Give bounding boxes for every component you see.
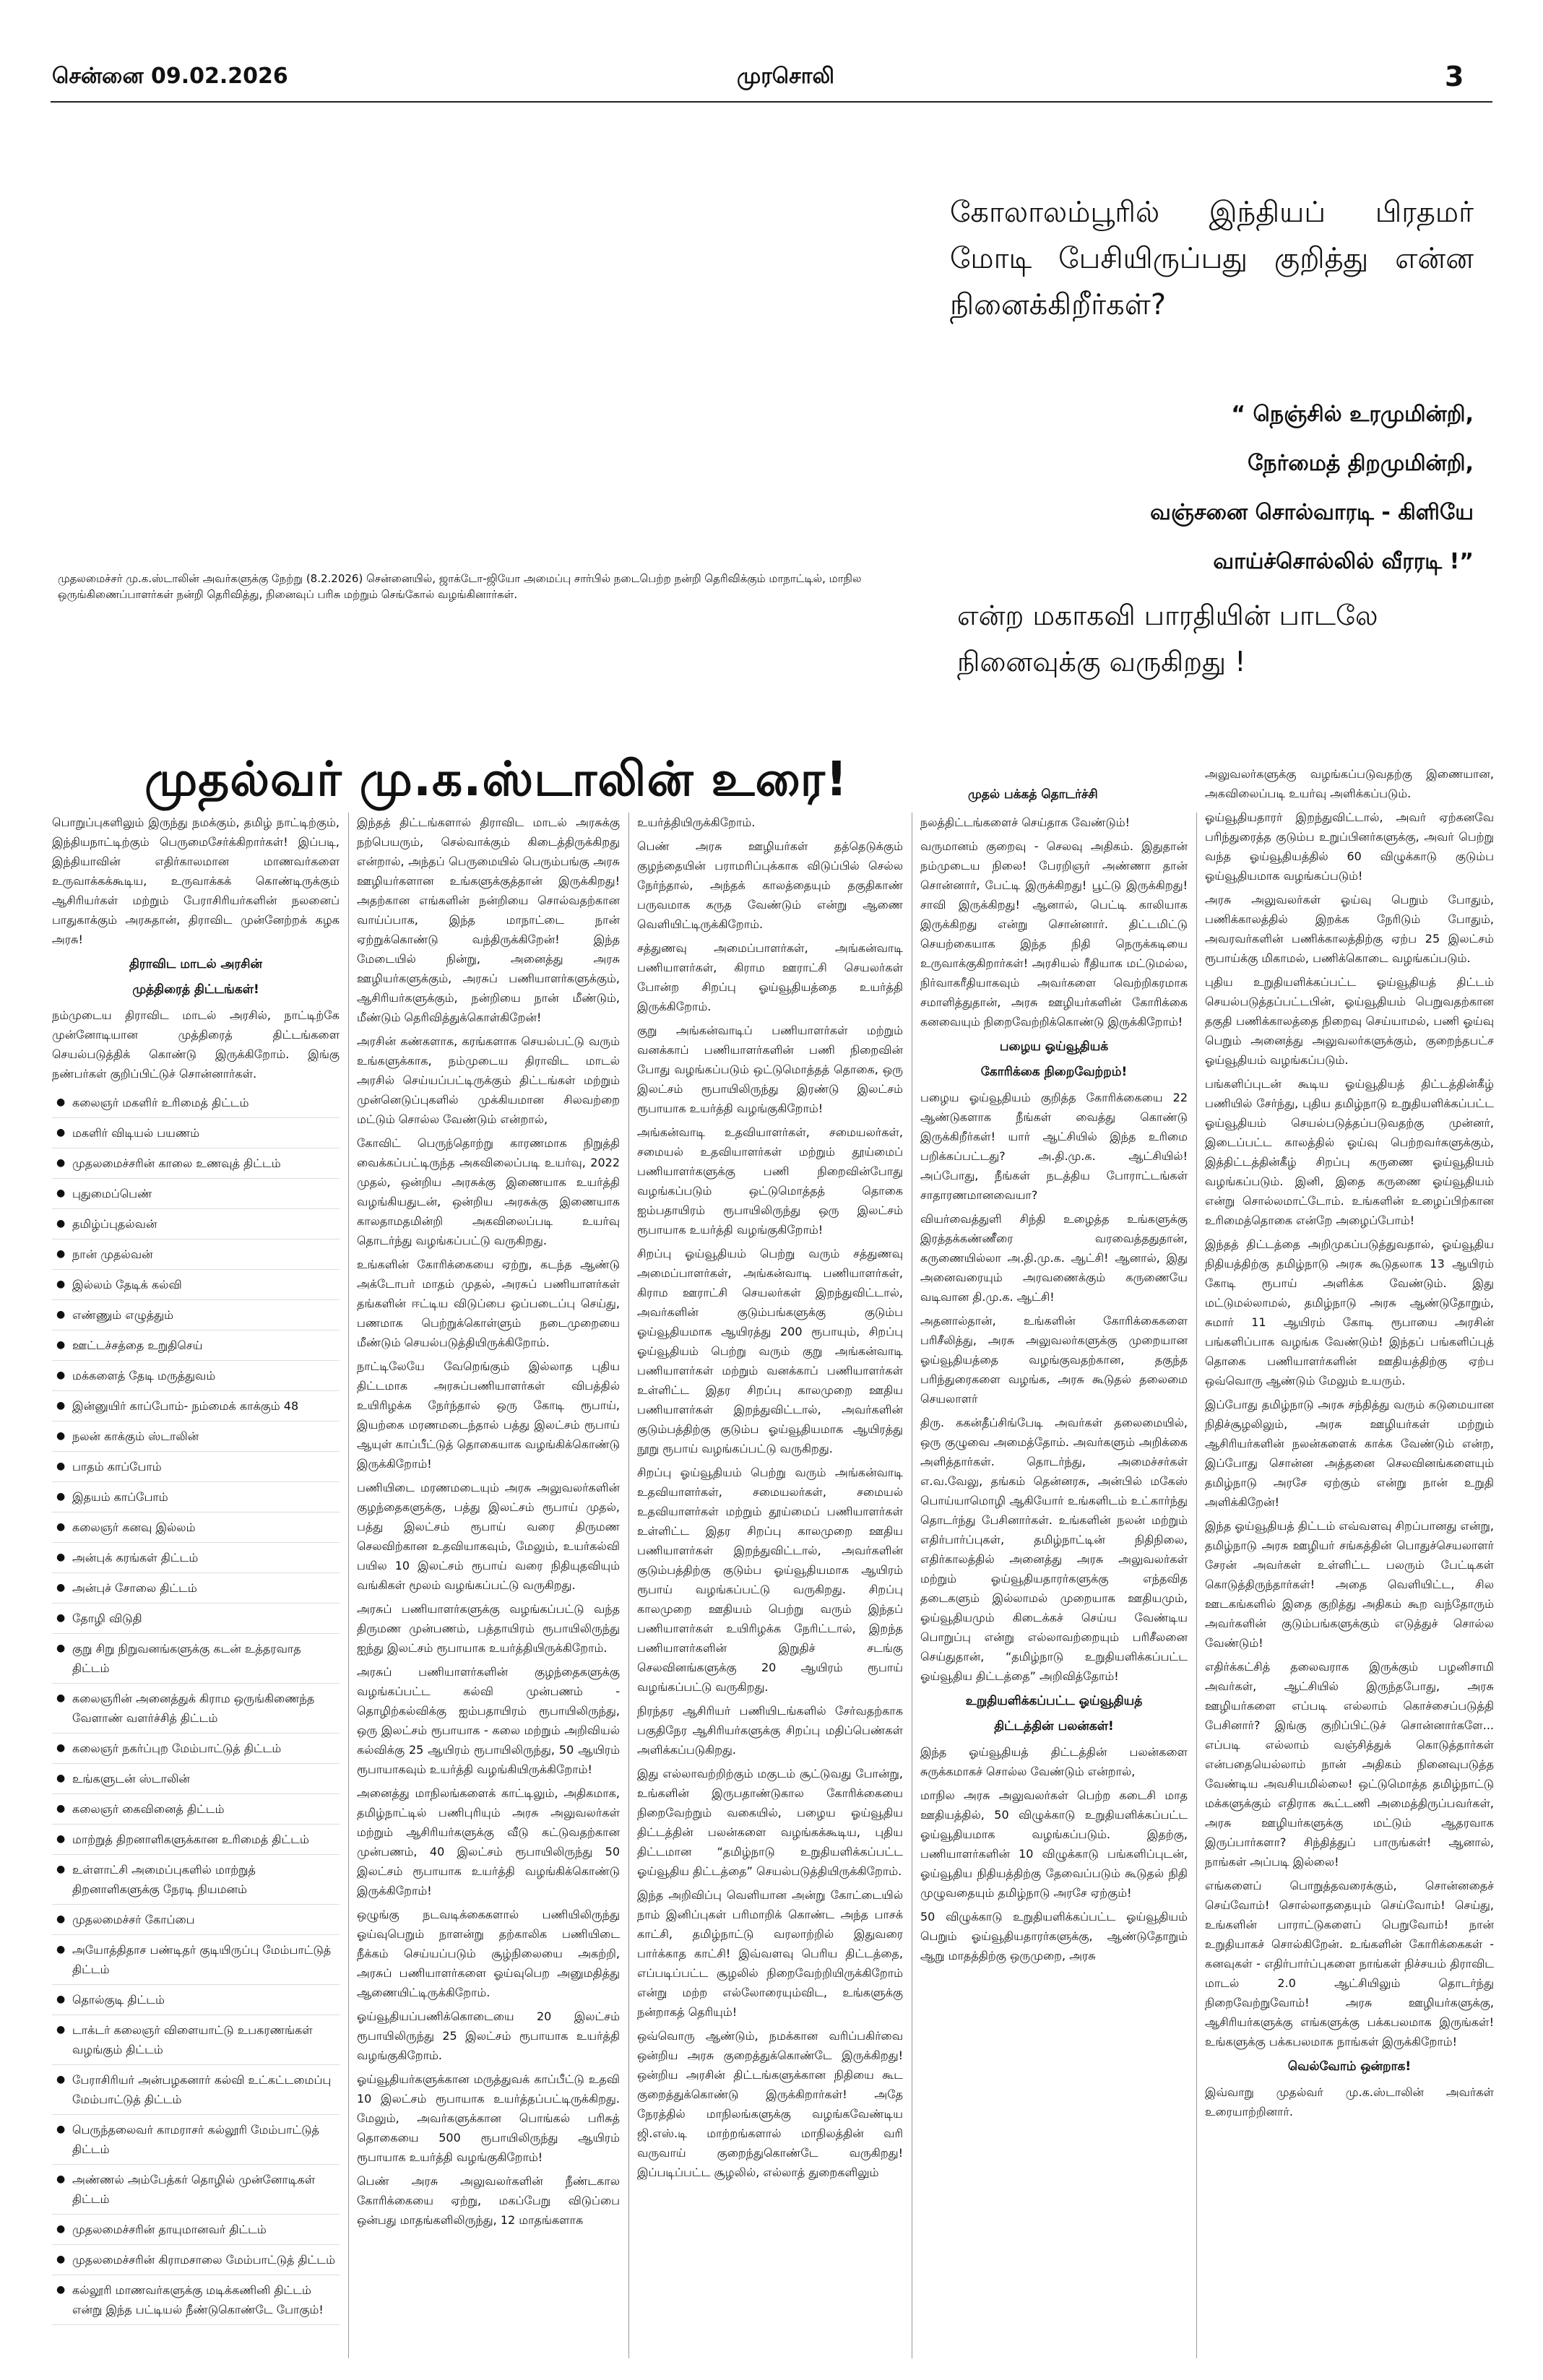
list-item: ● கலைஞர் கனவு இல்லம் (52, 1513, 340, 1543)
article-column-5 (1205, 764, 1494, 2358)
paragraph: அலுவலர்களுக்கு வழங்கப்படுவதற்கு இணையான, அகவிலைப்படி உயர்வு அளிக்கப்படும். (1205, 767, 1494, 800)
paragraph: நாட்டிலேயே வேறெங்கும் இல்லாத புதிய திட்டமாக அரசுப்பணியாளர்கள் விபத்தில் உயிரிழக்க நேர்ந்தால் ஒரு கோடி ரூபாய், இயற்கை மரணமடைந்தால் பத்து இலட்சம் ரூபாய் ஆயுள் காப்பீட்டுத் தொகையாக வழங்கிக்கொண்டு இருக்கிறோம்! (357, 1359, 620, 1471)
question-text: கோலாலம்பூரில் இந்தியப் பிரதமர் மோடி பேசியிருப்பது குறித்து என்ன நினைக்கிறீர்கள்? (950, 196, 1474, 321)
paragraph: அதனால்தான், உங்களின் கோரிக்கைகளை பரிசீலித்து, அரசு அலுவலர்களுக்கு முறையான ஓய்வூதியத்தை வழங்குவதற்கான, தகுந்த பரிந்துரைகளை வழங்க, அரசு கூடுதல் தலைமை செயலாளர் (920, 1314, 1188, 1406)
paragraph: ஒவ்வொரு ஆண்டும், நமக்கான வரிப்பகிர்வை ஒன்றிய அரசு குறைத்துக்கொண்டே இருக்கிறது! ஒன்றிய அரசின் திட்டங்களுக்கான நிதியை கூட குறைத்துக்கொண்டு இருக்கிறார்கள்! அதே நேரத்தில் மாநிலங்களுக்கு வழங்கவேண்டிய ஜி.எஸ்.டி மாற்றங்களால் மாநிலத்தின் வரி வருவாய் குறைந்துகொண்டே வருகிறது! இப்படிப்பட்ட சூழலில், எல்லாத் துறைகளிலும் (637, 2029, 903, 2179)
quote-line-3: வஞ்சனை சொல்வாரடி - கிளியே (1150, 500, 1474, 525)
list-item: ● முதலமைச்சர் கோப்பை (52, 1905, 340, 1935)
date-line: சென்னை 09.02.2026 (52, 64, 288, 89)
paragraph: உயர்த்தியிருக்கிறோம். (637, 815, 756, 829)
list-item: ● புதுமைப்பெண் (52, 1179, 340, 1209)
list-item: ● நான் முதல்வன் (52, 1239, 340, 1270)
list-item: ● கல்லூரி மாணவர்களுக்கு மடிக்கணினி திட்டம் என்று இந்த பட்டியல் நீண்டுகொண்டே போகும்! (52, 2275, 340, 2325)
paragraph: அரசுப் பணியாளர்களின் குழந்தைகளுக்கு வழங்கப்பட்ட கல்வி முன்பணம் - தொழிற்கல்விக்கு ஐம்பதாயிரம் ரூபாயிலிருந்து, ஒரு இலட்சம் ரூபாயாக - கலை மற்றும் அறிவியல் கல்விக்கு 25 ஆயிரம் ரூபாயிலிருந்து, 50 ஆயிரம் ரூபாயாகவும் உயர்த்தி வழங்கியிருக்கிறோம்! (357, 1665, 620, 1776)
subheading: முத்திரைத் திட்டங்கள்! (132, 982, 259, 997)
subheading: திட்டத்தின் பலன்கள்! (994, 1719, 1114, 1734)
paragraph: பொறுப்புகளிலும் இருந்து நமக்கும், தமிழ் நாட்டிற்கும், இந்தியநாட்டிற்கும் பெருமைசேர்க்கிறார்கள்! இப்படி, இந்தியாவின் எதிர்காலமான மாணவர்களை உருவாக்கக்கூடிய, உருவாக்கக் கொண்டிருக்கும் ஆசிரியர்கள் மற்றும் பேராசிரியர்களின் நலனைப் பாதுகாக்கும் அரசுதான், திராவிட முன்னேற்றக் கழக அரசு! (52, 815, 340, 946)
list-item: ● டாக்டர் கலைஞர் விளையாட்டு உபகரணங்கள் வழங்கும் திட்டம் (52, 2015, 340, 2065)
paragraph: இந்த ஓய்வூதியத் திட்டம் எவ்வளவு சிறப்பானது என்று, தமிழ்நாடு அரசு ஊழியர் சங்கத்தின் பொதுச்செயலாளர் சேரன் அவர்கள் உள்ளிட்ட பலரும் பேட்டிகள் கொடுத்திருந்தார்கள்! அதை வெளியிட்ட, சில ஊடகங்களில் இதை குறித்து அதிகம் கூற வந்தோரும் அவர்களின் குடும்பங்களுக்கும் எடுத்துச் சொல்ல வேண்டும்! (1205, 1519, 1494, 1650)
paragraph: அரசுப் பணியாளர்களுக்கு வழங்கப்பட்டு வந்த திருமண முன்பணம், பத்தாயிரம் ரூபாயிலிருந்து ஐந்து இலட்சம் ரூபாயாக உயர்த்தியிருக்கிறோம். (357, 1602, 620, 1655)
paragraph: பெண் அரசு ஊழியர்கள் தத்தெடுக்கும் குழந்தையின் பராமரிப்புக்காக விடுப்பில் செல்ல நேர்ந்தால், அந்தக் காலத்தையும் தகுதிகாண் பருவமாக கருத வேண்டும் என்று ஆணை வெளியிட்டிருக்கிறோம். (637, 839, 903, 931)
paragraph: 50 விழுக்காடு உறுதியளிக்கப்பட்ட ஓய்வூதியம் பெறும் ஓய்வூதியதாரர்களுக்கு, ஆண்டுதோறும் ஆறு மாதத்திற்கு ஒருமுறை, அரசு (920, 1910, 1188, 1963)
paragraph: இவ்வாறு முதல்வர் மு.க.ஸ்டாலின் அவர்கள் உரையாற்றினார். (1205, 2085, 1494, 2119)
list-item: ● இல்லம் தேடிக் கல்வி (52, 1270, 340, 1300)
quote-line-4: வாய்ச்சொல்லில் வீரரடி !” (1213, 549, 1474, 574)
paragraph: இந்த ஓய்வூதியத் திட்டத்தின் பலன்களை சுருக்கமாகச் சொல்ல வேண்டும் என்றால், (920, 1745, 1188, 1778)
list-item: ● தோழி விடுதி (52, 1604, 340, 1634)
quote-line-1: “ நெஞ்சில் உரமுமின்றி, (1231, 402, 1474, 427)
list-item: ● முதலமைச்சரின் கிராமசாலை மேம்பாட்டுத் திட்டம் (52, 2245, 340, 2275)
list-item: ● தொல்குடி திட்டம் (52, 1985, 340, 2015)
paragraph: அங்கன்வாடி உதவியாளர்கள், சமையலர்கள், சமையல் உதவியாளர்கள் மற்றும் தூய்மைப் பணியாளர்களுக்கு பணி நிறைவின்போது வழங்கப்படும் ஒட்டுமொத்தத் தொகை ஐம்பதாயிரம் ரூபாயிலிருந்து ஒரு இலட்சம் ரூபாயாக உயர்த்தி வழங்குகிறோம்! (637, 1125, 903, 1237)
paragraph: இந்தத் திட்டத்தை அறிமுகப்படுத்துவதால், ஓய்வூதிய நிதியத்திற்கு தமிழ்நாடு அரசு கூடுதலாக 13 ஆயிரம் கோடி ரூபாய் அளிக்க வேண்டும். இது மட்டுமல்லாமல், தமிழ்நாடு அரசு ஆண்டுதோறும், சுமார் 11 ஆயிரம் கோடி ரூபாயை அரசின் பங்களிப்பாக வழங்க வேண்டும்! இந்தப் பங்களிப்புத் தொகை பணியாளர்களின் ஊதியத்திற்கு ஏற்ப ஒவ்வொரு ஆண்டும் மேலும் உயரும். (1205, 1237, 1494, 1388)
subheading: உறுதியளிக்கப்பட்ட ஓய்வூதியத் (965, 1694, 1143, 1708)
quote-after: என்ற மகாகவி பாரதியின் பாடலே நினைவுக்கு வருகிறது ! (957, 600, 1378, 678)
paragraph: சிறப்பு ஓய்வூதியம் பெற்று வரும் சத்துணவு அமைப்பாளர்கள், அங்கன்வாடி பணியாளர்கள், கிராம ஊராட்சி செயலர்கள் இறந்துவிட்டால், அவர்களின் குடும்பங்களுக்கு குடும்ப ஓய்வூதியமாக ஆயிரத்து 200 ரூபாயும், சிறப்பு ஓய்வூதியம் பெற்று வரும் குறு அங்கன்வாடி பணியாளர்கள் மற்றும் வனக்காப் பணியாளர்கள் உள்ளிட்ட இதர சிறப்பு காலமுறை ஊதிய பணியாளர்கள் இறந்துவிட்டால், அவர்களின் குடும்பத்திற்கு குடும்ப ஓய்வூதியமாக ஆயிரத்து நூறு ரூபாய் வழங்கப்பட்டு வருகிறது. (637, 1247, 903, 1455)
list-item: ● ஊட்டச்சத்தை உறுதிசெய் (52, 1330, 340, 1361)
paragraph: ஒழுங்கு நடவடிக்கைகளால் பணியிலிருந்து ஓய்வுபெறும் நாளன்று தற்காலிக பணியிடை நீக்கம் செய்யப்படும் சூழ்நிலையை அகற்றி, அரசுப் பணியாளர்களை ஓய்வுபெற அனுமதித்து ஆணையிட்டிருக்கிறோம். (357, 1908, 620, 1999)
header-rule (51, 101, 1492, 103)
paragraph: வியர்வைத்துளி சிந்தி உழைத்த உங்களுக்கு இரத்தக்கண்ணீரை வரவைத்ததுதான், கருணையில்லா அ.தி.மு.க. ஆட்சி! ஆனால், இது அனைவரையும் அரவணைக்கும் கருணையே வடிவான தி.மு.க. ஆட்சி! (920, 1212, 1188, 1304)
list-item: ● கலைஞர் கைவினைத் திட்டம் (52, 1794, 340, 1825)
paragraph: எங்களைப் பொறுத்தவரைக்கும், சொன்னதைச் செய்வோம்! சொல்லாததையும் செய்வோம்! செய்து, உங்களின் பாராட்டுகளைப் பெறுவோம்! நான் உறுதியாகச் சொல்கிறேன். உங்களின் கோரிக்கைகள் - கனவுகள் - எதிர்பார்ப்புகளை நாங்கள் நிச்சயம் திராவிட மாடல் 2.0 ஆட்சியிலும் தொடர்ந்து நிறைவேற்றுவோம்! அரசு ஊழியர்களுக்கு, ஆசிரியர்களுக்கு எங்களுக்கு பக்கபலமாக இருங்கள்! உங்களுக்கு பக்கபலமாக நாங்கள் இருக்கிறோம்! (1205, 1879, 1494, 2048)
paragraph: நிரந்தர ஆசிரியர் பணியிடங்களில் சேர்வதற்காக பகுதிநேர ஆசிரியர்களுக்கு சிறப்பு மதிப்பெண்கள் அளிக்கப்படுகிறது. (637, 1704, 903, 1757)
paragraph: ஓய்வூதியதாரர் இறந்துவிட்டால், அவர் ஏற்கனவே பரிந்துரைத்த குடும்ப உறுப்பினர்களுக்கு, அவர் பெற்று வந்த ஓய்வூதியத்தில் 60 விழுக்காடு குடும்ப ஓய்வூதியமாக வழங்கப்படும்! (1205, 810, 1494, 883)
paragraph: அனைத்து மாநிலங்களைக் காட்டிலும், அதிகமாக, தமிழ்நாட்டில் பணிபுரியும் அரசு அலுவலர்கள் மற்றும் ஆசிரியர்களுக்கு வீடு கட்டுவதற்கான முன்பணம், 40 இலட்சம் ரூபாயிலிருந்து 50 இலட்சம் ரூபாயாக உயர்த்தி வழங்கிக்கொண்டு இருக்கிறோம்! (357, 1786, 620, 1897)
paragraph: இது எல்லாவற்றிற்கும் மகுடம் சூட்டுவது போன்று, உங்களின் இருபதாண்டுகால கோரிக்கையை நிறைவேற்றும் வகையில், பழைய ஓய்வூதிய திட்டத்தின் பலன்களை வழங்கக்கூடிய, புதிய திட்டமான “தமிழ்நாடு உறுதியளிக்கப்பட்ட ஓய்வூதிய திட்டத்தை” செயல்படுத்தியிருக்கிறோம். (637, 1767, 903, 1878)
bharathi-quote (982, 390, 1474, 587)
paragraph: புதிய உறுதியளிக்கப்பட்ட ஓய்வூதியத் திட்டம் செயல்படுத்தப்பட்டபின், ஓய்வூதியம் பெறுவதற்கான தகுதி பணிக்காலத்தை நிறைவு செய்யாமல், பணி ஓய்வு பெறும் அனைத்து அலுவலர்களுக்கும், குறைந்தபட்ச ஓய்வூதியம் வழங்கப்படும். (1205, 975, 1494, 1067)
paragraph: மாநில அரசு அலுவலர்கள் பெற்ற கடைசி மாத ஊதியத்தில், 50 விழுக்காடு உறுதியளிக்கப்பட்ட ஓய்வூதியமாக வழங்கப்படும். இதற்கு, பணியாளர்களின் 10 விழுக்காடு பங்களிப்புடன், ஓய்வூதிய நிதியத்திற்கு தேவைப்படும் கூடுதல் நிதி முழுவதையும் தமிழ்நாடு அரசே ஏற்கும்! (920, 1788, 1188, 1900)
page-number: 3 (1445, 61, 1464, 92)
list-item: ● கலைஞர் நகர்ப்புற மேம்பாட்டுத் திட்டம் (52, 1734, 340, 1764)
list-item: ● குறு சிறு நிறுவனங்களுக்கு கடன் உத்தரவாத திட்டம் (52, 1634, 340, 1684)
paragraph: பணியிடை மரணமடையும் அரசு அலுவலர்களின் குழந்தைகளுக்கு, பத்து இலட்சம் ரூபாய் முதல், பத்து இலட்சம் ரூபாய் வரை திருமண செலவிற்கான உதவியாகவும், மேலும், உயர்கல்வி பயில 10 இலட்சம் ரூபாய் வரை நிதியுதவியும் வங்கிகள் மூலம் வழங்கப்பட்டு வருகிறது. (357, 1481, 620, 1592)
list-item: ● கலைஞரின் அனைத்துக் கிராம ஒருங்கிணைந்த வேளாண் வளர்ச்சித் திட்டம் (52, 1684, 340, 1734)
continued-label: முதல் பக்கத் தொடர்ச்சி (968, 787, 1098, 802)
paragraph: சிறப்பு ஓய்வூதியம் பெற்று வரும் அங்கன்வாடி உதவியாளர்கள், சமையலர்கள், சமையல் உதவியாளர்கள் மற்றும் தூய்மைப் பணியாளர்கள் உள்ளிட்ட இதர சிறப்பு காலமுறை ஊதிய பணியாளர்கள் இறந்துவிட்டால், அவர்களின் குடும்பத்திற்கு குடும்ப ஓய்வூதியமாக ஆயிரம் ரூபாய் வழங்கப்பட்டு வருகிறது. சிறப்பு காலமுறை ஊதியம் பெற்று வரும் இந்தப் பணியாளர்கள் உயிரிழக்க நேரிட்டால், இறந்த பணியாளர்களின் இறுதிச் சடங்கு செலவினங்களுக்கு 20 ஆயிரம் ரூபாய் வழங்கப்பட்டு வருகிறது. (637, 1466, 903, 1694)
photo-caption: முதலமைச்சர் மு.க.ஸ்டாலின் அவர்களுக்கு நேற்று (8.2.2026) சென்னையில், ஜாக்டோ-ஜியோ அமைப்பு சார்பில் நடைபெற்ற நன்றி தெரிவிக்கும் மாநாட்டில், மாநில ஒருங்கிணைப்பாளர்கள் நன்றி தெரிவித்து, நினைவுப் பரிசு மற்றும் செங்கோல் வழங்கினார்கள். (58, 572, 862, 601)
list-item: ● மகளிர் விடியல் பயணம் (52, 1118, 340, 1148)
list-item: ● கலைஞர் மகளிர் உரிமைத் திட்டம் (52, 1088, 340, 1118)
list-item: ● இன்னுயிர் காப்போம்- நம்மைக் காக்கும் 48 (52, 1391, 340, 1421)
list-item: ● இதயம் காப்போம் (52, 1482, 340, 1513)
subheading: பழைய ஓய்வூதியக் (999, 1039, 1109, 1054)
list-item: ● அயோத்திதாச பண்டிதர் குடியிருப்பு மேம்பாட்டுத் திட்டம் (52, 1935, 340, 1985)
article-column-1 (52, 813, 340, 2358)
paragraph: எதிர்க்கட்சித் தலைவராக இருக்கும் பழனிசாமி அவர்கள், ஆட்சியில் இருந்தபோது, அரசு ஊழியர்களை எப்படி எல்லாம் கொச்சைப்படுத்தி பேசினார்? இங்கு குறிப்பிட்டுச் சொன்னார்களே... எப்படி எல்லாம் வஞ்சித்துக் கொடுத்தார்கள் என்பதையெல்லாம் நான் அதிகம் நினைவுபடுத்த வேண்டிய அவசியமில்லை! ஒட்டுமொத்த தமிழ்நாட்டு மக்களுக்கும் எதிராக கூட்டணி அமைத்திருப்பவர்கள், அரசு ஊழியர்களுக்கு மட்டும் ஆதரவாக இருப்பார்களா? சிந்தித்துப் பாருங்கள்! ஆனால், நாங்கள் அப்படி இல்லை! (1205, 1660, 1494, 1869)
article-headline: முதல்வர் மு.க.ஸ்டாலின் உரை! (144, 751, 848, 807)
list-item: ● மக்களைத் தேடி மருத்துவம் (52, 1361, 340, 1391)
list-item: ● அன்புச் சோலை திட்டம் (52, 1573, 340, 1604)
list-item: ● பேராசிரியர் அன்பழகனார் கல்வி உட்கட்டமைப்பு மேம்பாட்டுத் திட்டம் (52, 2065, 340, 2115)
list-item: ● எண்ணும் எழுத்தும் (52, 1300, 340, 1330)
list-item: ● உள்ளாட்சி அமைப்புகளில் மாற்றுத் திறனாளிகளுக்கு நேரடி நியமனம் (52, 1855, 340, 1905)
paragraph: பெண் அரசு அலுவலர்களின் நீண்டகால கோரிக்கையை ஏற்று, மகப்பேறு விடுப்பை ஒன்பது மாதங்களிலிருந்து, 12 மாதங்களாக (357, 2174, 620, 2227)
list-item: ● அன்புக் கரங்கள் திட்டம் (52, 1543, 340, 1573)
list-item: ● தமிழ்ப்புதல்வன் (52, 1209, 340, 1239)
list-item: ● மாற்றுத் திறனாளிகளுக்கான உரிமைத் திட்டம் (52, 1825, 340, 1855)
paragraph: அரசின் கண்களாக, கரங்களாக செயல்பட்டு வரும் உங்களுக்காக, நம்முடைய திராவிட மாடல் அரசில் செய்யப்பட்டிருக்கும் திட்டங்கள் மற்றும் முன்னெடுப்புகளில் முக்கியமான சிலவற்றை மட்டும் சொல்ல வேண்டும் என்றால், (357, 1034, 620, 1126)
subheading: கோரிக்கை நிறைவேற்றம்! (980, 1065, 1128, 1079)
article-column-3 (637, 813, 903, 2358)
article-column-4 (920, 813, 1188, 2358)
list-item: ● அண்ணல் அம்பேத்கர் தொழில் முன்னோடிகள் திட்டம் (52, 2165, 340, 2215)
paragraph: அரசு அலுவலர்கள் ஓய்வு பெறும் போதும், பணிக்காலத்தில் இறக்க நேரிடும் போதும், அவரவர்களின் பணிக்காலத்திற்கு ஏற்ப 25 இலட்சம் ரூபாய்க்கு மிகாமல், பணிக்கொடை வழங்கப்படும். (1205, 893, 1494, 965)
paragraph: இப்போது தமிழ்நாடு அரசு சந்தித்து வரும் கடுமையான நிதிச்சூழலிலும், அரசு ஊழியர்கள் மற்றும் ஆசிரியர்களின் நலன்களைக் காக்க வேண்டும் என்ற, இப்போது சொன்ன அத்தனை செலவினங்களையும் தமிழ்நாடு அரசே ஏற்கும் என்று நான் உறுதி அளிக்கிறேன்! (1205, 1398, 1494, 1509)
closing-line: வெல்வோம் ஒன்றாக! (1287, 2059, 1412, 2074)
paragraph: உங்களின் கோரிக்கையை ஏற்று, கடந்த ஆண்டு அக்டோபர் மாதம் முதல், அரசுப் பணியாளர்கள் தங்களின் ஈட்டிய விடுப்பை ஒப்படைப்பு செய்து, பணமாக பெற்றுக்கொள்ளும் நடைமுறையை மீண்டும் செயல்படுத்தியிருக்கிறோம். (357, 1258, 620, 1349)
scheme-list (52, 1088, 340, 2325)
paragraph: கோவிட் பெருந்தொற்று காரணமாக நிறுத்தி வைக்கப்பட்டிருந்த அகவிலைப்படி உயர்வு, 2022 முதல், ஒன்றிய அரசுக்கு இணையாக உயர்த்தி வழங்கியதுடன், ஒன்றிய அரசுக்கு இணையாக காலதாமதமின்றி அகவிலைப்படி உயர்வு தொடர்ந்து வழங்கப்பட்டு வருகிறது. (357, 1136, 620, 1247)
paragraph: திரு. ககன்தீப்சிங்பேடி அவர்கள் தலைமையில், ஒரு குழுவை அமைத்தோம். அவர்களும் அறிக்கை அளித்தார்கள். தொடர்ந்து, அமைச்சர்கள் எ.வ.வேலு, தங்கம் தென்னரசு, அன்பில் மகேஸ் பொய்யாமொழி ஆகியோர் உங்களிடம் உட்கார்ந்து தொடர்ந்து பேசினார்கள். உங்களின் நலன் மற்றும் எதிர்பார்ப்புகள், தமிழ்நாட்டின் நிதிநிலை, எதிர்காலத்தில் அனைத்து அரசு அலுவலர்கள் மற்றும் ஓய்வூதியதாரர்களுக்கு எந்தவித தடைகளும் இல்லாமல் முறையாக ஊதியமும், ஓய்வூதியமும் கிடைக்கச் செய்ய வேண்டிய பொறுப்பு என்று எல்லாவற்றையும் பரிசீலனை செய்துதான், “தமிழ்நாடு உறுதியளிக்கப்பட்ட ஓய்வூதிய திட்டத்தை” அறிவித்தோம்! (920, 1416, 1188, 1683)
paragraph: ஓய்வூதியப்பணிக்கொடையை 20 இலட்சம் ரூபாயிலிருந்து 25 இலட்சம் ரூபாயாக உயர்த்தி வழங்குகிறோம். (357, 2009, 620, 2062)
list-item: ● பெருந்தலைவர் காமராசர் கல்லூரி மேம்பாட்டுத் திட்டம் (52, 2115, 340, 2165)
paragraph: பழைய ஓய்வூதியம் குறித்த கோரிக்கையை 22 ஆண்டுகளாக நீங்கள் வைத்து கொண்டு இருக்கிறீர்கள்! யார் ஆட்சியில் இந்த உரிமை பறிக்கப்பட்டது? அ.தி.மு.க. ஆட்சியில்! அப்போது, நீங்கள் நடத்திய போராட்டங்கள் சாதாரணமானவையா? (920, 1091, 1188, 1202)
paragraph: ஓய்வூதியர்களுக்கான மருத்துவக் காப்பீட்டு உதவி 10 இலட்சம் ரூபாயாக உயர்த்தப்பட்டிருக்கிறது. மேலும், அவர்களுக்கான பொங்கல் பரிசுத் தொகையை 500 ரூபாயிலிருந்து ஆயிரம் ரூபாயாக உயர்த்தி வழங்குகிறோம்! (357, 2072, 620, 2164)
list-item: ● உங்களுடன் ஸ்டாலின் (52, 1764, 340, 1794)
article-column-2 (357, 813, 620, 2358)
subheading: திராவிட மாடல் அரசின் (129, 957, 262, 972)
newspaper-name: முரசொலி (737, 64, 834, 89)
paragraph: சத்துணவு அமைப்பாளர்கள், அங்கன்வாடி பணியாளர்கள், கிராம ஊராட்சி செயலர்கள் போன்ற சிறப்பு ஓய்வூதியத்தை உயர்த்தி இருக்கிறோம். (637, 941, 903, 1013)
list-item: ● நலன் காக்கும் ஸ்டாலின் (52, 1421, 340, 1452)
paragraph: பங்களிப்புடன் கூடிய ஓய்வூதியத் திட்டத்தின்கீழ் பணியில் சேர்ந்து, புதிய தமிழ்நாடு உறுதியளிக்கப்பட்ட ஓய்வூதியம் செயல்படுத்தப்படுவதற்கு முன்னர், இடைப்பட்ட காலத்தில் ஓய்வு பெற்றவர்களுக்கும், இத்திட்டத்தின்கீழ் சிறப்பு கருணை ஓய்வூதியம் வழங்கப்படும். இனி, இதை கருணை ஓய்வூதியம் என்று சொல்லமாட்டோம். உங்களின் உழைப்பிற்கான உரிமைத்தொகை என்றே அழைப்போம்! (1205, 1077, 1494, 1227)
paragraph: இந்தத் திட்டங்களால் திராவிட மாடல் அரசுக்கு நற்பெயரும், செல்வாக்கும் கிடைத்திருக்கிறது என்றால், அந்தப் பெருமையில் பெரும்பங்கு அரசு ஊழியர்களான உங்களுக்குத்தான் இருக்கிறது! அதற்கான எங்களின் நன்றியை சொல்வதற்கான வாய்ப்பாக, இந்த மாநாட்டை நான் ஏற்றுக்கொண்டு வந்திருக்கிறேன்! இந்த மேடையில் நின்று, அனைத்து அரசு ஊழியர்களுக்கும், அரசுப் பணியாளர்களுக்கும், ஆசிரியர்களுக்கும், நன்றியை நான் மீண்டும், மீண்டும் தெரிவித்துக்கொள்கிறேன்! (357, 815, 620, 1024)
column-divider (348, 813, 349, 2358)
paragraph: நம்முடைய திராவிட மாடல் அரசில், நாட்டிற்கே முன்னோடியான முத்திரைத் திட்டங்களை செயல்படுத்திக் கொண்டு இருக்கிறோம். இங்கு நண்பர்கள் குறிப்பிட்டுச் சொன்னார்கள். (52, 1008, 340, 1081)
column-divider (1196, 813, 1197, 2358)
list-item: ● முதலமைச்சரின் காலை உணவுத் திட்டம் (52, 1148, 340, 1179)
column-divider (628, 813, 629, 2358)
paragraph: குறு அங்கன்வாடிப் பணியாளர்கள் மற்றும் வனக்காப் பணியாளர்களின் பணி நிறைவின் போது வழங்கப்படும் ஒட்டுமொத்தத் தொகை, ஒரு இலட்சம் ரூபாயிலிருந்து இரண்டு இலட்சம் ரூபாயாக உயர்த்தி வழங்குகிறோம்! (637, 1024, 903, 1115)
paragraph: இந்த அறிவிப்பு வெளியான அன்று கோட்டையில் நாம் இனிப்புகள் பரிமாறிக் கொண்ட அந்த பாசக் காட்சி, தமிழ்நாட்டு வரலாற்றில் இதுவரை பார்க்காத காட்சி! இவ்வளவு பெரிய திட்டத்தை, எப்படிப்பட்ட சூழலில் நிறைவேற்றியிருக்கிறோம் என்று மற்ற எல்லோரையும்விட, உங்களுக்கு நன்றாகத் தெரியும்! (637, 1888, 903, 2019)
quote-line-2: நேர்மைத் திறமுமின்றி, (1248, 451, 1474, 476)
paragraph: நலத்திட்டங்களைச் செய்தாக வேண்டும்! (920, 815, 1131, 829)
list-item: ● முதலமைச்சரின் தாயுமானவர் திட்டம் (52, 2215, 340, 2245)
list-item: ● பாதம் காப்போம் (52, 1452, 340, 1482)
paragraph: வருமானம் குறைவு - செலவு அதிகம். இதுதான் நம்முடைய நிலை! பேரறிஞர் அண்ணா தான் சொன்னார், பேட்டி இருக்கிறது! பூட்டு இருக்கிறது! சாவி இருக்கிறது! ஆனால், பெட்டி காலியாக இருக்கிறது என்று சொன்னார். திட்டமிட்டு செயற்கையாக இந்த நிதி நெருக்கடியை உருவாக்குகிறார்கள்! அரசியல் ரீதியாக மட்டுமல்ல, நிர்வாகரீதியாகவும் அவர்களை வெற்றிகரமாக சமாளித்துதான், அரசு ஊழியர்களின் கோரிக்கை கனவையும் நிறைவேற்றிக்கொண்டு இருக்கிறோம்! (920, 839, 1188, 1029)
